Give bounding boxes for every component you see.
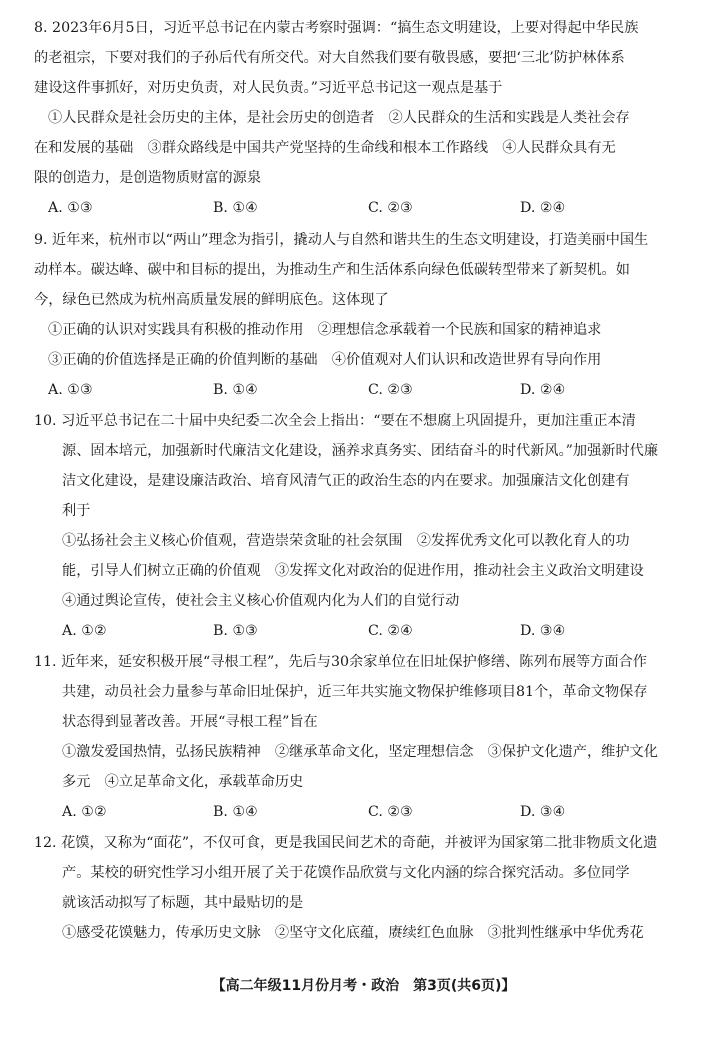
option-b: B. ①④ — [213, 200, 258, 216]
question-line: 9. 近年来，杭州市以“两山”理念为指引，撬动人与自然和谐共生的生态文明建设，打造美丽中国生 — [34, 232, 649, 248]
question-line: 利于 — [62, 503, 91, 519]
answer-options — [48, 380, 688, 402]
question-line: 就该活动拟写了标题，其中最贴切的是 — [62, 895, 304, 911]
option-d: D. ③④ — [520, 804, 566, 820]
question-line: 洁文化建设，是建设廉洁政治、培育风清气正的政治生态的内在要求。加强廉洁文化创建有 — [62, 473, 630, 489]
question-line: ①人民群众是社会历史的主体，是社会历史的创造者 ②人民群众的生活和实践是人类社会存 — [48, 110, 630, 126]
question-line: ③正确的价值选择是正确的价值判断的基础 ④价值观对人们认识和改造世界有导向作用 — [48, 352, 602, 368]
question-line: 能，引导人们树立正确的价值观 ③发挥文化对政治的促进作用，推动社会主义政治文明建设 — [62, 563, 644, 579]
question-line: ①正确的认识对实践具有积极的推动作用 ②理想信念承载着一个民族和国家的精神追求 — [48, 322, 602, 338]
question-line: 在和发展的基础 ③群众路线是中国共产党坚持的生命线和根本工作路线 ④人民群众具有无 — [34, 140, 616, 156]
question-line: 共建，动员社会力量参与革命旧址保护，近三年共实施文物保护维修项目81个，革命文物保存 — [62, 684, 648, 700]
option-a: A. ①③ — [48, 200, 93, 216]
answer-options — [48, 198, 688, 220]
question-line: ④通过舆论宣传，使社会主义核心价值观内化为人们的自觉行动 — [62, 593, 460, 609]
option-d: D. ③④ — [520, 623, 566, 639]
option-d: D. ②④ — [520, 382, 566, 398]
question-line: 产。某校的研究性学习小组开展了关于花馍作品欣赏与文化内涵的综合探究活动。多位同学 — [62, 865, 630, 881]
question-line: 建设这件事抓好，对历史负责，对人民负责。”习近平总书记这一观点是基于 — [34, 80, 503, 96]
question-line: 10. 习近平总书记在二十届中央纪委二次全会上指出：“要在不想腐上巩固提升，更加注重正本清 — [34, 413, 636, 429]
question-line: ①弘扬社会主义核心价值观，营造崇荣贪耻的社会氛围 ②发挥优秀文化可以教化育人的功 — [62, 533, 630, 549]
option-b: B. ①③ — [213, 623, 258, 639]
question-line: 动样本。碳达峰、碳中和目标的提出，为推动生产和生活体系向绿色低碳转型带来了新契机。如 — [34, 262, 630, 278]
question-line: 的老祖宗，下要对我们的子孙后代有所交代。对大自然我们要有敬畏感，要把‘三北’防护林体系 — [34, 50, 625, 66]
question-line: 12. 花馍，又称为“面花”，不仅可食，更是我国民间艺术的奇葩，并被评为国家第二批非物质文化遗 — [34, 835, 658, 851]
question-line: 8. 2023年6月5日，习近平总书记在内蒙古考察时强调：“搞生态文明建设，上要对得起中华民族 — [34, 20, 639, 36]
option-a: A. ①② — [62, 804, 107, 820]
option-c: C. ②③ — [368, 382, 413, 398]
option-a: A. ①② — [62, 623, 107, 639]
option-a: A. ①③ — [48, 382, 93, 398]
option-b: B. ①④ — [213, 382, 258, 398]
question-line: ①激发爱国热情，弘扬民族精神 ②继承革命文化，坚定理想信念 ③保护文化遗产，维护文化 — [62, 744, 658, 760]
question-line: 源、固本培元，加强新时代廉洁文化建设，涵养求真务实、团结奋斗的时代新风。”加强新时代廉 — [62, 443, 659, 459]
question-line: 多元 ④立足革命文化，承载革命历史 — [62, 774, 304, 790]
option-d: D. ②④ — [520, 200, 566, 216]
question-line: 11. 近年来，延安积极开展“寻根工程”，先后与30余家单位在旧址保护修缮、陈列布展等方面合作 — [34, 654, 647, 670]
page-footer: 【高二年级11月份月考・政治 第3页(共6页)】 — [211, 978, 516, 994]
question-line: 今，绿色已然成为杭州高质量发展的鲜明底色。这体现了 — [34, 292, 389, 308]
answer-options — [62, 621, 702, 643]
question-line: 限的创造力，是创造物质财富的源泉 — [34, 170, 262, 186]
question-line: ①感受花馍魅力，传承历史文脉 ②坚守文化底蕴，赓续红色血脉 ③批判性继承中华优秀花 — [62, 925, 644, 941]
question-line: 状态得到显著改善。开展“寻根工程”旨在 — [62, 714, 318, 730]
option-c: C. ②④ — [368, 623, 413, 639]
option-c: C. ②③ — [368, 804, 413, 820]
option-c: C. ②③ — [368, 200, 413, 216]
answer-options — [62, 802, 702, 824]
option-b: B. ①④ — [213, 804, 258, 820]
